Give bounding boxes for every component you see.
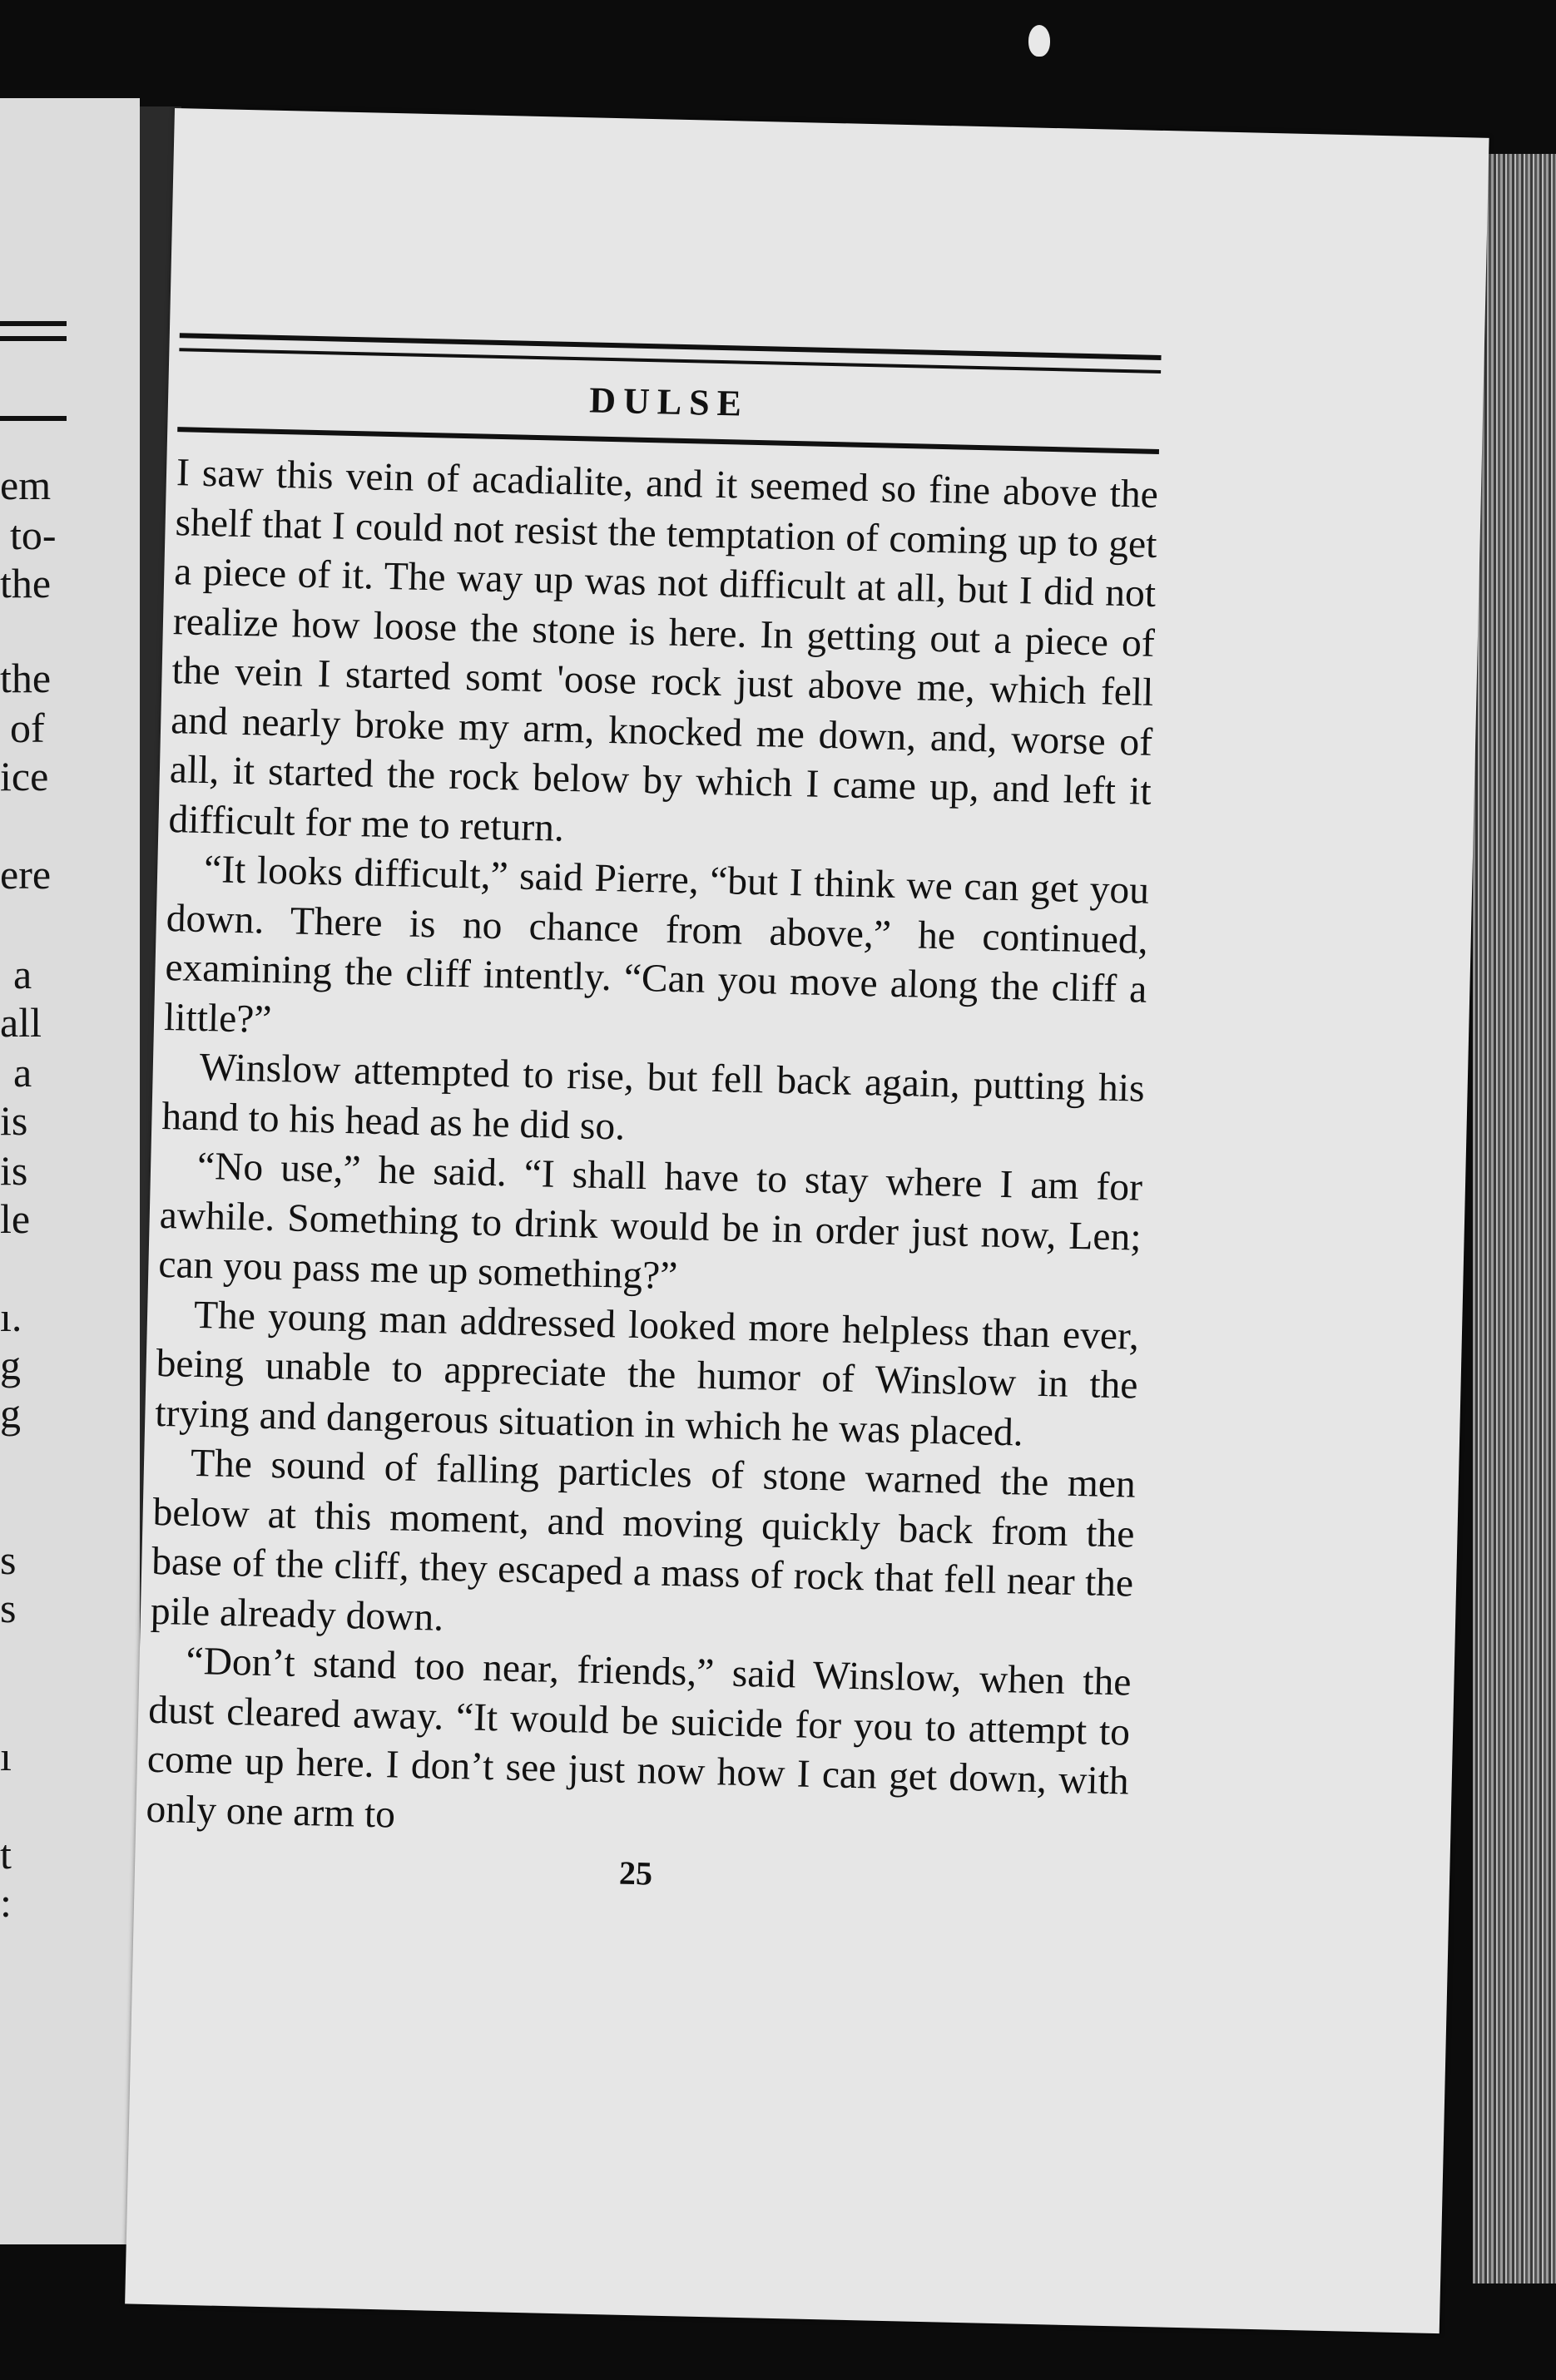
- paragraph: “It looks difficult,” said Pierre, “but I think we can get you down. There is no chance from above,” he continued, examining the cliff intently. “Can you move along the cliff a little?”: [163, 848, 1150, 1042]
- left-page-text: a: [13, 1049, 32, 1096]
- paragraph: Winslow attempted to rise, but fell back again, putting his hand to his head as he did so.: [161, 1045, 1146, 1149]
- left-page-text: g: [0, 1390, 21, 1437]
- running-head: DULSE: [588, 379, 750, 424]
- paragraph: “No use,” he said. “I shall have to stay where I am for awhile. Something to drink would be in order just now, Len; can you pass me up something?”: [157, 1144, 1143, 1299]
- left-page-text: the: [0, 655, 52, 701]
- left-page-text: ice: [0, 753, 49, 799]
- paragraph: The young man addressed looked more helpless than ever, being unable to appreciate the humor of Winslow in the trying and dangerous situation in which he was placed.: [154, 1293, 1140, 1455]
- left-page-text: to-: [10, 512, 57, 558]
- left-page-text: s: [0, 1585, 17, 1631]
- paragraph: “Don’t stand too near, friends,” said Winslow, when the dust cleared away. “It would be suicide for you to attempt to come up here. I don’t see just now how I can get down, with only one arm to: [146, 1639, 1132, 1837]
- left-page-text: ı.: [0, 1294, 22, 1340]
- left-page-text: em: [0, 462, 52, 508]
- left-page-text: of: [10, 705, 45, 751]
- left-page-text: ere: [0, 851, 52, 898]
- left-page-text: le: [0, 1195, 31, 1242]
- page-number: 25: [618, 1853, 653, 1893]
- left-page-text: is: [0, 1147, 28, 1194]
- left-page-text: s: [0, 1536, 17, 1583]
- paragraph: The sound of falling particles of stone warned the men below at this moment, and moving quickly back from the base of the cliff, they escaped a mass of rock that fell near the pile already down.: [150, 1441, 1137, 1640]
- left-page-text: g: [0, 1342, 21, 1388]
- left-page-text: a: [13, 951, 32, 997]
- left-page-text: the: [0, 560, 52, 606]
- left-page-rule: [0, 321, 67, 326]
- page-content: [145, 333, 1162, 1903]
- scan-artifact: [1028, 25, 1050, 57]
- left-page-text: :: [0, 1879, 12, 1926]
- paragraph: I saw this vein of acadialite, and it seemed so fine above the shelf that I could not resist the temptation of coming up to get a piece of it. The way up was not difficult at all, but I did not realize how loose the stone is here. In getting out a piece of the vein I started somt 'oose rock just above me, which fell and nearly broke my arm, knocked me down, and, worse of all, it started the rock below by which I came up, and left it difficult for me to return.: [168, 451, 1159, 850]
- page-edges: [1473, 154, 1556, 2284]
- left-page-text: all: [0, 999, 42, 1046]
- left-page-text: ı: [0, 1733, 12, 1779]
- left-page-rule: [0, 416, 67, 421]
- left-page-text: is: [0, 1097, 28, 1144]
- left-page: [0, 98, 140, 2244]
- book-page: [125, 108, 1489, 2333]
- body-text: [146, 448, 1158, 1856]
- left-page-rule: [0, 336, 67, 341]
- left-page-text: t: [0, 1831, 12, 1878]
- header-rule-bottom: [177, 427, 1159, 454]
- header-rule-top: [180, 333, 1162, 360]
